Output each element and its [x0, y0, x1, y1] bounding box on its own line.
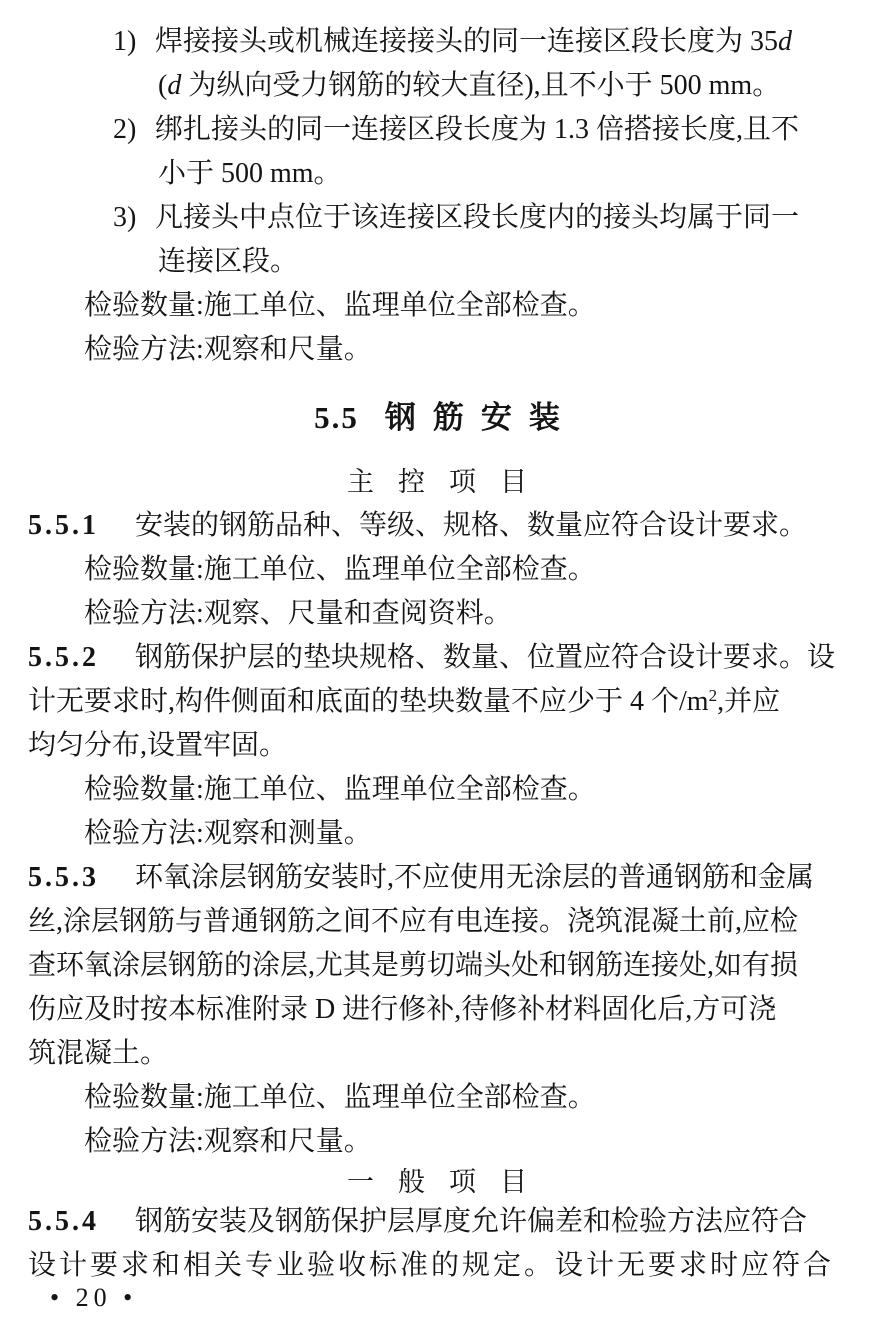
clause-5-5-3-line2: 丝,涂层钢筋与普通钢筋之间不应有电连接。浇筑混凝土前,应检: [28, 906, 799, 937]
check-method-2: 检验方法:观察和测量。: [84, 818, 372, 849]
clause-5-5-3: [28, 856, 846, 900]
list-item-2: [28, 108, 846, 152]
subheading-main-items-text: 主控项目: [347, 467, 551, 497]
list-item-1-italic-d: d: [778, 26, 793, 57]
list-item-1: [28, 20, 846, 64]
list-item-1-text: 焊接接头或机械连接接头的同一连接区段长度为 35: [155, 26, 779, 57]
clause-5-5-2-text: 钢筋保护层的垫块规格、数量、位置应符合设计要求。设: [135, 642, 836, 673]
clause-5-5-4: [28, 1200, 846, 1244]
document-body: [28, 20, 846, 1288]
list-item-3: [28, 196, 846, 240]
clause-5-5-4-number: 5.5.4: [28, 1206, 99, 1237]
list-item-2-text: 绑扎接头的同一连接区段长度为 1.3 倍搭接长度,且不: [155, 114, 800, 145]
check-method-0: 检验方法:观察和尺量。: [84, 334, 372, 365]
list-item-1-continuation: [28, 64, 846, 108]
list-item-1-cont-italic-d: d: [167, 70, 182, 101]
clause-5-5-1: [28, 504, 846, 548]
subheading-main-items: [28, 460, 846, 504]
subheading-general-items-text: 一般项目: [347, 1167, 551, 1197]
section-heading-number: 5.5: [314, 400, 359, 435]
list-item-3-number: 3): [113, 202, 137, 233]
section-heading: [28, 396, 846, 440]
page-number: • 20 •: [50, 1283, 138, 1312]
clause-5-5-3-line5: 筑混凝土。: [28, 1038, 169, 1069]
check-quantity-1: 检验数量:施工单位、监理单位全部检查。: [84, 554, 596, 585]
list-item-3-text: 凡接头中点位于该连接区段长度内的接头均属于同一: [155, 202, 800, 233]
list-item-1-number: 1): [113, 26, 137, 57]
clause-5-5-4-line2: 设计要求和相关专业验收标准的规定。设计无要求时应符合: [28, 1250, 835, 1281]
clause-5-5-1-number: 5.5.1: [28, 510, 99, 541]
list-item-1-cont-post: 为纵向受力钢筋的较大直径),且不小于 500 mm。: [181, 70, 781, 101]
check-quantity-0: 检验数量:施工单位、监理单位全部检查。: [84, 290, 596, 321]
clause-5-5-2-line2: [28, 680, 846, 724]
superscript-2: 2: [708, 686, 718, 705]
list-item-3-continuation: 连接区段。: [158, 246, 299, 277]
check-quantity-3: 检验数量:施工单位、监理单位全部检查。: [84, 1082, 596, 1113]
list-item-1-cont-pre: (: [158, 70, 168, 101]
clause-5-5-3-number: 5.5.3: [28, 862, 99, 893]
clause-5-5-2-line2-pre: 计无要求时,构件侧面和底面的垫块数量不应少于 4 个/m: [28, 686, 709, 717]
clause-5-5-3-text: 环氧涂层钢筋安装时,不应使用无涂层的普通钢筋和金属: [135, 862, 815, 893]
clause-5-5-3-line3: 查环氧涂层钢筋的涂层,尤其是剪切端头处和钢筋连接处,如有损: [28, 950, 799, 981]
list-item-2-number: 2): [113, 114, 137, 145]
check-method-3: 检验方法:观察和尺量。: [84, 1126, 372, 1157]
clause-5-5-4-text: 钢筋安装及钢筋保护层厚度允许偏差和检验方法应符合: [135, 1206, 808, 1237]
check-quantity-2: 检验数量:施工单位、监理单位全部检查。: [84, 774, 596, 805]
section-heading-title: 钢筋安装: [384, 400, 577, 435]
clause-5-5-2-line3: 均匀分布,设置牢固。: [28, 730, 288, 761]
clause-5-5-1-text: 安装的钢筋品种、等级、规格、数量应符合设计要求。: [135, 510, 808, 541]
clause-5-5-2-line2-post: ,并应: [717, 686, 781, 717]
list-item-2-continuation: 小于 500 mm。: [158, 158, 342, 189]
clause-5-5-2: [28, 636, 846, 680]
clause-5-5-3-line4: 伤应及时按本标准附录 D 进行修补,待修补材料固化后,方可浇: [28, 994, 777, 1025]
clause-5-5-2-number: 5.5.2: [28, 642, 99, 673]
check-method-1: 检验方法:观察、尺量和查阅资料。: [84, 598, 512, 629]
subheading-general-items: [28, 1164, 846, 1200]
